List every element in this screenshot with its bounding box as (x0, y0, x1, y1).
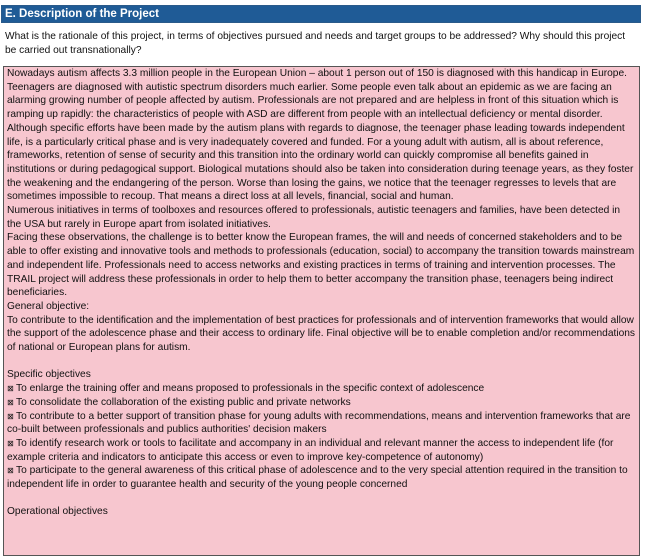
specific-objective-item (7, 396, 636, 410)
answer-paragraph-initiatives: Numerous initiatives in terms of toolboxes and resources offered to professionals, autistic teenagers and families, have been detected in the USA but rarely in Europe apart from isolated initiatives. (7, 205, 621, 230)
specific-objectives-heading: Specific objectives (7, 369, 91, 381)
checkbox-bullet-icon: ⊠ (7, 384, 14, 394)
general-objective-heading: General objective: (7, 300, 90, 312)
specific-objective-item (7, 410, 636, 437)
checkbox-bullet-icon: ⊠ (7, 466, 14, 476)
specific-objective-item (7, 464, 636, 491)
question-text: What is the rationale of this project, in terms of objectives pursued and needs and target groups to be addressed? Why should this project be carried out transnationally? (5, 31, 626, 56)
blank-line (7, 355, 636, 369)
specific-objective-item (7, 382, 636, 396)
blank-line (7, 492, 636, 506)
specific-objective-item (7, 437, 636, 464)
answer-paragraph-prevalence: Nowadays autism affects 3.3 million people in the European Union – about 1 person out of 150 is diagnosed with this handicap in Europe. Teenagers are diagnosed with autistic spectrum disorders much earlier. Some people even talk about an epidemic as we are facing an alarming growing number of people affected by autism. Professionals are not prepared and are helpless in front of this situation which is ramping up rapidly: the characteristics of people with ASD are different from people with an intellectual deficiency or mental disorder. (7, 68, 627, 121)
checkbox-bullet-icon: ⊠ (7, 397, 14, 407)
general-objective-text: To contribute to the identification and the implementation of best practices for professionals and of intervention frameworks that would allow the support of the adolescence phase and their access to ordinary life. Final objective will be to enable completion and/or recommendations of national or European plans for autism. (7, 314, 636, 354)
checkbox-bullet-icon: ⊠ (7, 411, 14, 421)
answer-paragraph-challenge: Facing these observations, the challenge is to better know the European frames, the will and needs of concerned stakeholders and to be able to offer existing and innovative tools and methods to professionals (education, social) to accompany the transition towards mainstream and independent life. Professionals need to access networks and existing practices in terms of training and intervention processes. The TRAIL project will address these professionals in order to help them to better accompany the transition phase, teenagers being indirect beneficiaries. (7, 232, 635, 299)
specific-objective-text: To identify research work or tools to facilitate and accompany in an individual and relevant manner the access to independent life (for example criteria and indicators to anticipate this access or even to improve key-competence of autonomy) (7, 437, 614, 463)
specific-objective-text: To consolidate the collaboration of the existing public and private networks (16, 396, 351, 408)
section-header (1, 5, 641, 23)
answer-paragraph-critical-phase: Although specific efforts have been made by the autism plans with regards to diagnose, the teenager phase leading towards independent life, is a particularly critical phase and is very inadequately covered and funded. For a young adult with autism, all is about reference, frameworks, retention of sense of security and this transition into the ordinary world can quickly compromise all benefits gained in institutions or during pedagogical support. Biological mutations should also be taken into consideration during teenage years, as they foster the weakening and the endangering of the person. Worse than losing the gains, we notice that the teenager regresses to levels that are sometimes impossible to recoup. That means a direct loss at all levels, financial, social and human. (7, 122, 634, 203)
specific-objective-text: To enlarge the training offer and means proposed to professionals in the specific context of adolescence (16, 383, 485, 395)
answer-text-area[interactable] (3, 66, 640, 556)
specific-objective-text: To participate to the general awareness of this critical phase of adolescence and to the very special attention required in the transition to independent life in order to guarantee health and security of the young people concerned (7, 465, 628, 491)
specific-objective-text: To contribute to a better support of transition phase for young adults with recommendations, means and intervention frameworks that are co-built between professionals and publics authorities' decision makers (7, 410, 631, 436)
section-title: E. Description of the Project (5, 8, 159, 20)
operational-objectives-heading: Operational objectives (7, 506, 108, 518)
checkbox-bullet-icon: ⊠ (7, 438, 14, 448)
